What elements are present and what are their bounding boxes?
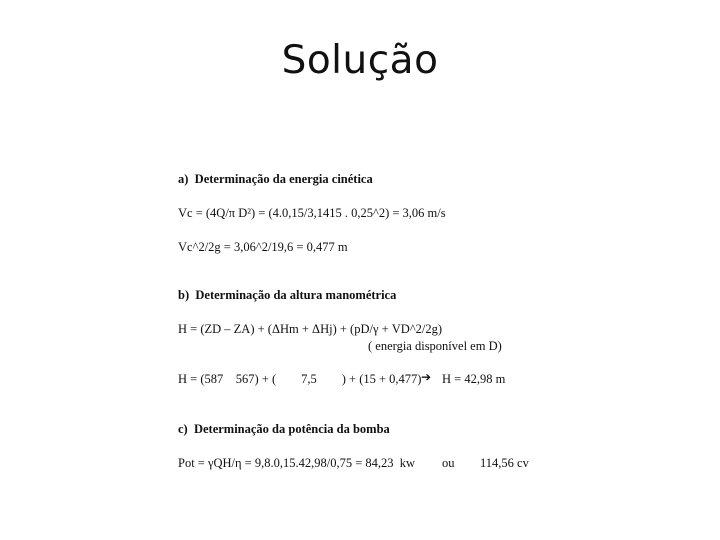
pump-power-equation: Pot = γQH/η = 9,8.0,15.42,98/0,75 = 84,23 kw <box>178 456 416 470</box>
section-a-heading: a) Determinação da energia cinética <box>178 172 373 186</box>
arrow-right-icon: ➔ <box>421 370 432 384</box>
manometric-height-formula: H = (ZD – ZA) + (ΔHm + ΔHj) + (pD/γ + VD^2/2g) <box>178 322 443 336</box>
manometric-height-calculation: H = (587 567) + ( 7,5 ) + (15 + 0,477) <box>178 372 422 386</box>
section-b-heading: b) Determinação da altura manométrica <box>178 288 397 302</box>
available-energy-note: ( energia disponível em D) <box>368 339 502 353</box>
section-c-heading: c) Determinação da potência da bomba <box>178 422 390 436</box>
or-word: ou <box>442 456 455 470</box>
manometric-height-result: H = 42,98 m <box>442 372 506 386</box>
slide-title: Solução <box>281 38 439 83</box>
pump-power-cv: 114,56 cv <box>480 456 529 470</box>
kinetic-velocity-equation: Vc = (4Q/π D²) = (4.0,15/3,1415 . 0,25^2) = 3,06 m/s <box>178 206 446 220</box>
kinetic-energy-equation: Vc^2/2g = 3,06^2/19,6 = 0,477 m <box>178 240 348 254</box>
